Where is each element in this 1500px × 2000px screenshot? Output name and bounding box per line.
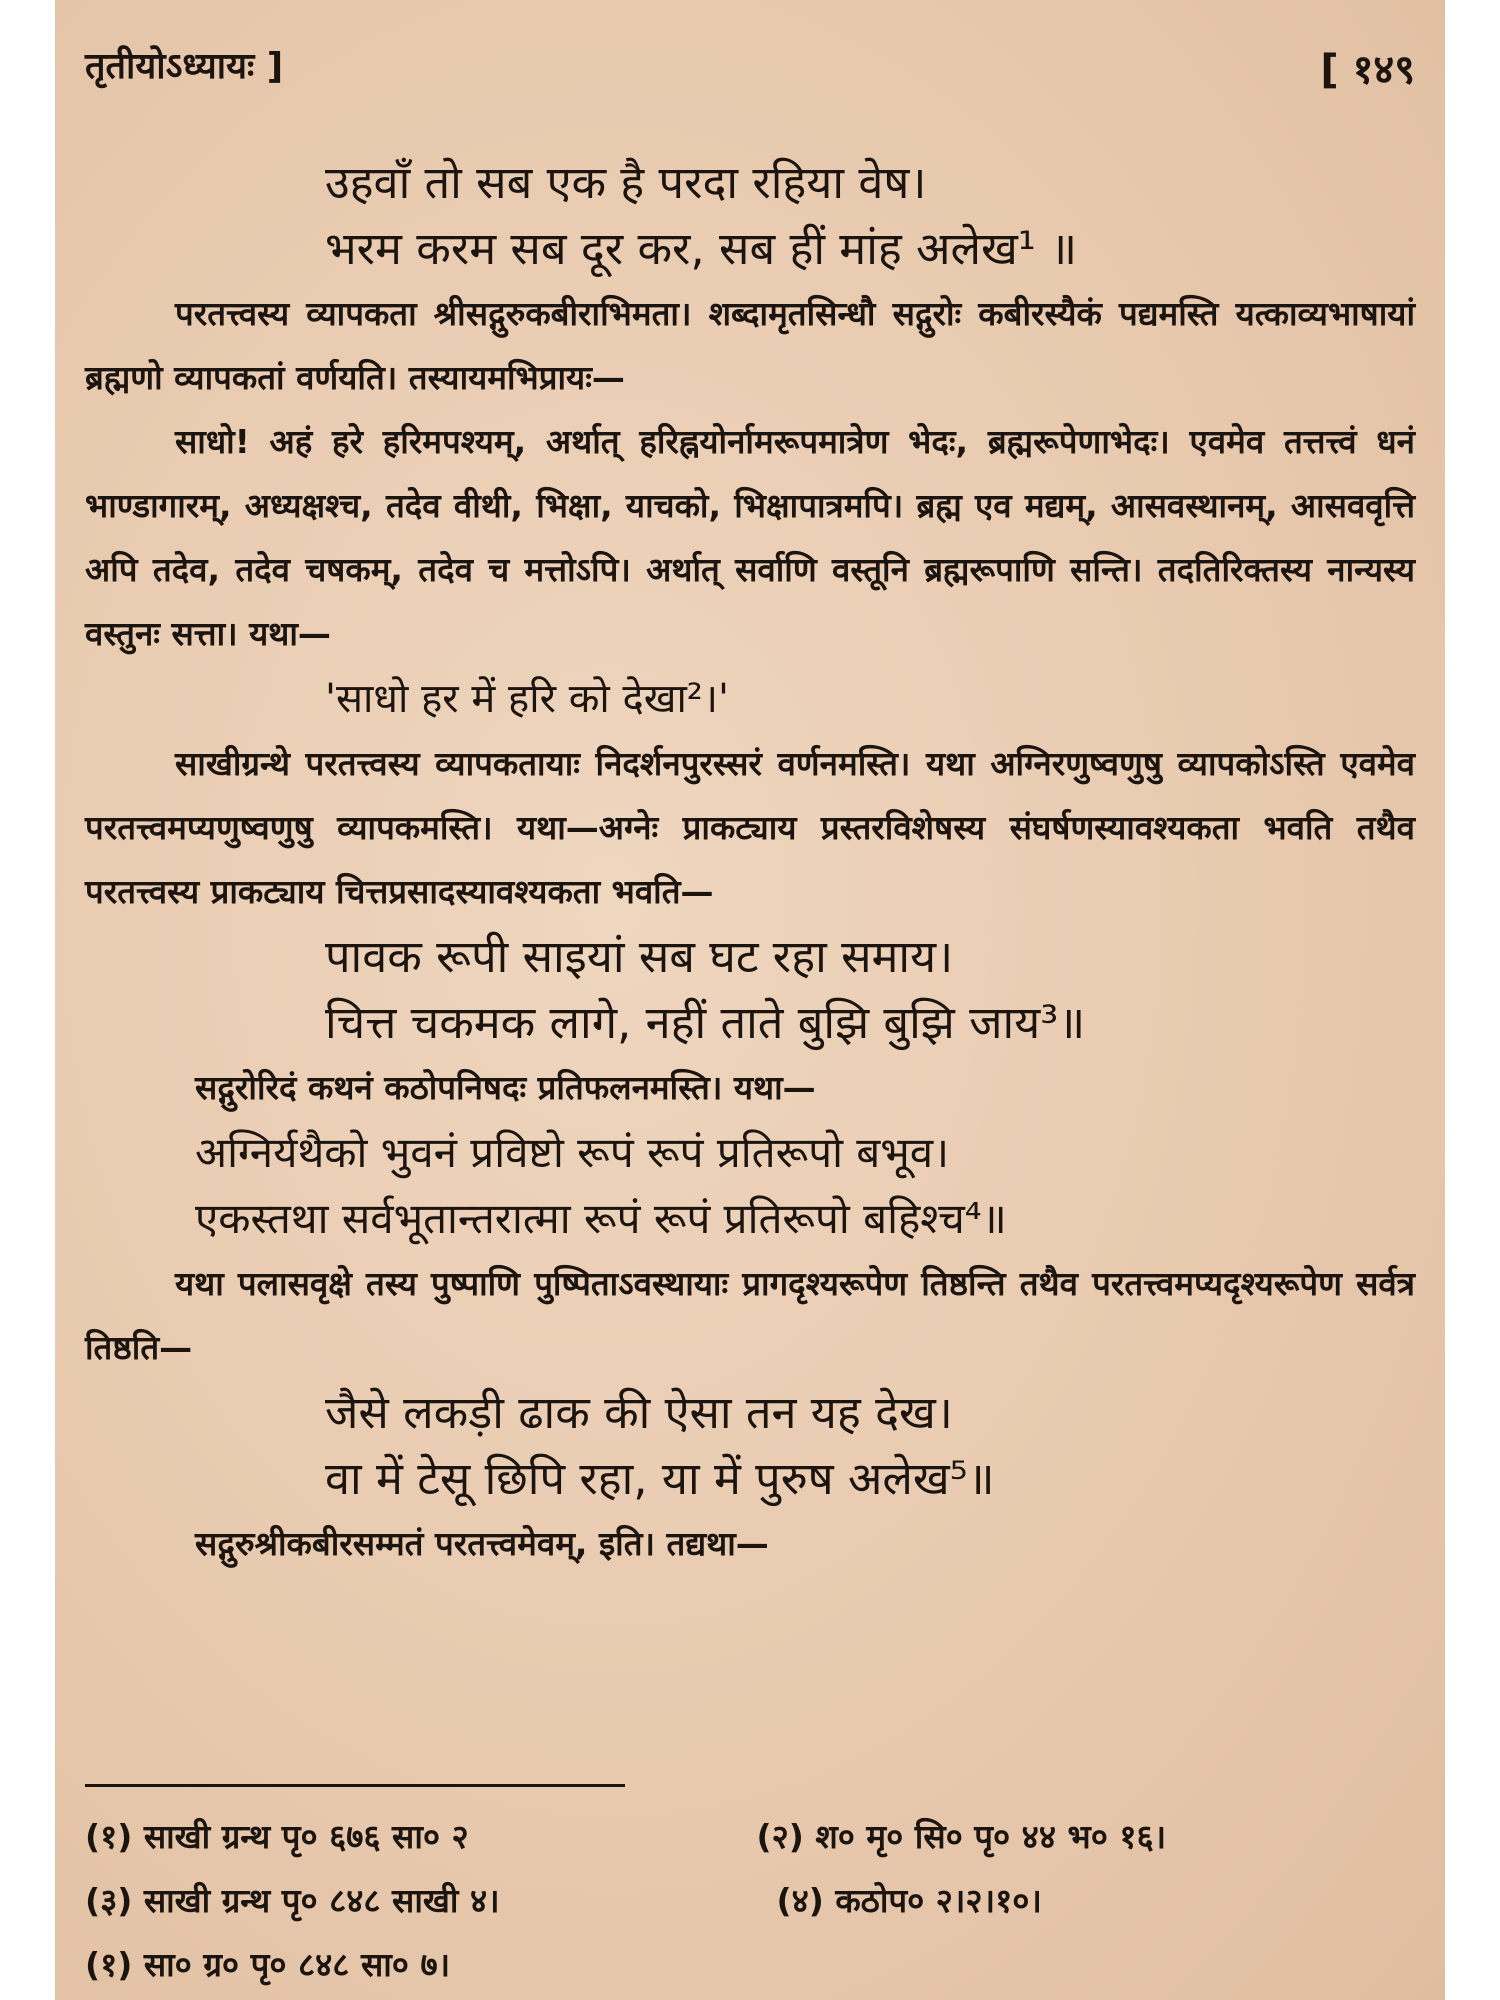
sanskrit-verse-line: एकस्तथा सर्वभूतान्तरात्मा रूपं रूपं प्रतिरूपो बहिश्च⁴॥ <box>195 1194 1007 1243</box>
paragraph: सद्गुरोरिदं कथनं कठोपनिषदः प्रतिफलनमस्ति। यथा— <box>195 1068 816 1107</box>
page-number: [ १४९ <box>1320 47 1415 93</box>
paragraph: यथा पलासवृक्षे तस्य पुष्पाणि पुष्पिताऽवस्थायाः प्रागदृश्यरूपेण तिष्ठन्ति तथैव परतत्त्वमप्यदृश्यरूपेण सर्वत्र तिष्ठति— <box>85 1264 1415 1367</box>
running-header <box>85 40 1415 100</box>
verse-line: जैसे लकड़ी ढाक की ऐसा तन यह देख। <box>325 1386 953 1439</box>
paragraph: साधो! अहं हरे हरिमपश्यम्, अर्थात् हरिह्नयोर्नामरूपमात्रेण भेदः, ब्रह्मरूपेणाभेदः। एवमेव तत्तत्त्वं धनं भाण्डागारम्, अध्यक्षश्च, तदेव वीथी, भिक्षा, याचको, भिक्षापात्रमपि। ब्रह्म एव मद्यम्, आसवस्थानम्, आसववृत्ति अपि तदेव, तदेव चषकम्, तदेव च मत्तोऽपि। अर्थात् सर्वाणि वस्तूनि ब्रह्मरूपाणि सन्ति। तदतिरिक्तस्य नान्यस्य वस्तुनः सत्ता। यथा— <box>85 422 1415 653</box>
verse-line: पावक रूपी साइयां सब घट रहा समाय। <box>325 930 954 983</box>
footnote: (४) कठोप० २।२।१०। <box>776 1881 1042 1920</box>
paragraph: साखीग्रन्थे परतत्त्वस्य व्यापकतायाः निदर्शनपुरस्सरं वर्णनमस्ति। यथा अग्निरणुष्वणुषु व्यापकोऽस्ति एवमेव परतत्त्वमप्यणुष्वणुषु व्यापकमस्ति। यथा—अग्नेः प्राकट्याय प्रस्तरविशेषस्य संघर्षणस्यावश्यकता भवति तथैव परतत्त्वस्य प्राकट्याय चित्तप्रसादस्यावश्यकता भवति— <box>85 744 1415 911</box>
footnote: (१) सा० ग्र० पृ० ८४८ सा० ७। <box>85 1945 451 1984</box>
paragraph: सद्गुरुश्रीकबीरसम्मतं परतत्त्वमेवम्, इति। तद्यथा— <box>195 1524 769 1563</box>
quoted-line: 'साधो हर में हरि को देखा²।' <box>325 676 730 722</box>
verse-line: वा में टेसू छिपि रहा, या में पुरुष अलेख⁵॥ <box>325 1452 995 1505</box>
footnote-divider <box>85 1784 625 1787</box>
chapter-title: तृतीयोऽध्यायः ] <box>85 46 284 87</box>
paragraph: परतत्त्वस्य व्यापकता श्रीसद्गुरुकबीराभिमता। शब्दामृतसिन्धौ सद्गुरोः कबीरस्यैकं पद्यमस्ति यत्काव्यभाषायां ब्रह्मणो व्यापकतां वर्णयति। तस्यायमभिप्रायः— <box>85 294 1415 397</box>
footnote: (१) साखी ग्रन्थ पृ० ६७६ सा० २ <box>85 1817 469 1856</box>
book-page <box>55 0 1445 2000</box>
verse-line: उहवाँ तो सब एक है परदा रहिया वेष। <box>325 156 927 209</box>
verse-line: भरम करम सब दूर कर, सब हीं मांह अलेख¹ ॥ <box>325 222 1078 275</box>
footnotes <box>85 1805 1415 1997</box>
page-body <box>85 150 1415 1576</box>
footnote: (३) साखी ग्रन्थ पृ० ८४८ साखी ४। <box>85 1881 500 1920</box>
verse-line: चित्त चकमक लागे, नहीं ताते बुझि बुझि जाय³॥ <box>325 996 1086 1049</box>
sanskrit-verse-line: अग्निर्यथैको भुवनं प्रविष्टो रूपं रूपं प्रतिरूपो बभूव। <box>195 1128 950 1177</box>
footnote: (२) श० मृ० सि० पृ० ४४ भ० १६। <box>756 1817 1167 1856</box>
